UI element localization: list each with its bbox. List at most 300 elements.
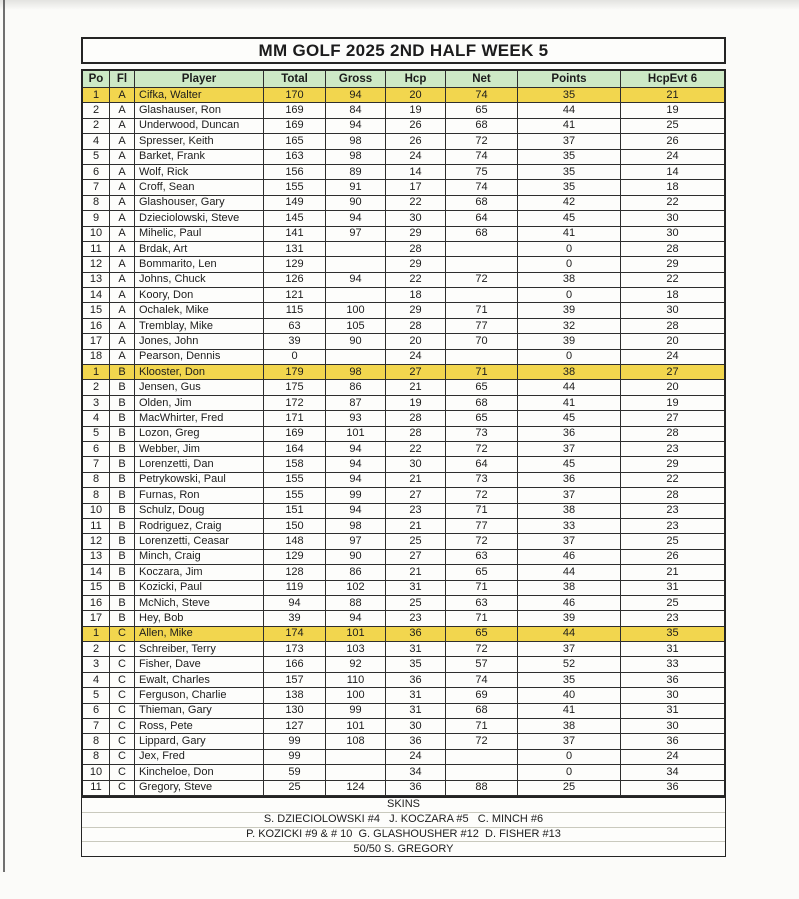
cell-hcp: 27 (386, 550, 446, 565)
cell-player: Ochalek, Mike (135, 303, 264, 318)
cell-po: 7 (83, 719, 110, 734)
cell-total: 179 (264, 365, 326, 380)
cell-po: 8 (83, 196, 110, 211)
cell-fl: A (110, 134, 135, 149)
cell-fl: A (110, 165, 135, 180)
cell-gross: 101 (326, 427, 386, 442)
cell-gross (326, 750, 386, 765)
table-row (83, 442, 724, 457)
cell-total: 151 (264, 504, 326, 519)
cell-hcp: 20 (386, 334, 446, 349)
cell-po: 1 (83, 88, 110, 103)
cell-fl: C (110, 765, 135, 780)
skins-section (81, 798, 726, 857)
cell-hcpevt6: 20 (621, 334, 724, 349)
cell-points: 37 (518, 534, 621, 549)
cell-hcp: 29 (386, 303, 446, 318)
cell-player: Schreiber, Terry (135, 642, 264, 657)
cell-fl: A (110, 180, 135, 195)
cell-po: 6 (83, 442, 110, 457)
cell-gross: 94 (326, 88, 386, 103)
cell-po: 2 (83, 103, 110, 118)
cell-po: 17 (83, 334, 110, 349)
cell-net: 77 (446, 319, 518, 334)
cell-net (446, 750, 518, 765)
cell-fl: C (110, 627, 135, 642)
cell-total: 131 (264, 242, 326, 257)
cell-hcp: 36 (386, 627, 446, 642)
cell-hcp: 25 (386, 596, 446, 611)
cell-player: Minch, Craig (135, 550, 264, 565)
cell-net: 73 (446, 427, 518, 442)
col-header-player: Player (135, 71, 264, 88)
cell-net: 71 (446, 504, 518, 519)
cell-points: 38 (518, 504, 621, 519)
cell-hcpevt6: 21 (621, 88, 724, 103)
cell-player: MacWhirter, Fred (135, 411, 264, 426)
cell-total: 94 (264, 596, 326, 611)
cell-gross: 90 (326, 334, 386, 349)
cell-hcpevt6: 19 (621, 103, 724, 118)
cell-player: Croff, Sean (135, 180, 264, 195)
cell-gross: 94 (326, 457, 386, 472)
cell-points: 35 (518, 165, 621, 180)
cell-net: 65 (446, 103, 518, 118)
cell-po: 8 (83, 734, 110, 749)
scan-edge-line (3, 0, 5, 872)
cell-hcpevt6: 27 (621, 411, 724, 426)
cell-hcpevt6: 31 (621, 642, 724, 657)
cell-points: 46 (518, 596, 621, 611)
table-row (83, 627, 724, 642)
cell-player: Lorenzetti, Dan (135, 457, 264, 472)
cell-total: 157 (264, 673, 326, 688)
table-row (83, 719, 724, 734)
cell-net: 72 (446, 134, 518, 149)
cell-player: Barket, Frank (135, 150, 264, 165)
cell-hcpevt6: 24 (621, 350, 724, 365)
cell-po: 18 (83, 350, 110, 365)
cell-player: Bommarito, Len (135, 257, 264, 272)
cell-net: 88 (446, 781, 518, 796)
cell-po: 3 (83, 657, 110, 672)
cell-points: 37 (518, 134, 621, 149)
cell-hcp: 28 (386, 242, 446, 257)
cell-player: Kincheloe, Don (135, 765, 264, 780)
cell-fl: A (110, 242, 135, 257)
cell-total: 175 (264, 380, 326, 395)
cell-points: 38 (518, 581, 621, 596)
cell-po: 6 (83, 165, 110, 180)
cell-hcp: 22 (386, 442, 446, 457)
table-row (83, 427, 724, 442)
table-row (83, 519, 724, 534)
cell-points: 37 (518, 642, 621, 657)
cell-hcp: 36 (386, 734, 446, 749)
cell-hcp: 20 (386, 88, 446, 103)
cell-player: Ross, Pete (135, 719, 264, 734)
cell-hcpevt6: 30 (621, 211, 724, 226)
cell-fl: C (110, 642, 135, 657)
cell-gross: 94 (326, 273, 386, 288)
cell-po: 5 (83, 688, 110, 703)
cell-gross: 100 (326, 688, 386, 703)
cell-player: Furnas, Ron (135, 488, 264, 503)
cell-points: 41 (518, 704, 621, 719)
cell-total: 119 (264, 581, 326, 596)
table-row (83, 180, 724, 195)
col-header-points: Points (518, 71, 621, 88)
table-row (83, 642, 724, 657)
cell-net: 57 (446, 657, 518, 672)
cell-fl: B (110, 396, 135, 411)
cell-fl: B (110, 473, 135, 488)
page-title: MM GOLF 2025 2ND HALF WEEK 5 (81, 37, 726, 64)
cell-player: Koory, Don (135, 288, 264, 303)
cell-fl: B (110, 550, 135, 565)
cell-hcp: 34 (386, 765, 446, 780)
cell-total: 165 (264, 134, 326, 149)
table-row (83, 550, 724, 565)
skins-line: S. DZIECIOLOWSKI #4 J. KOCZARA #5 C. MINCH #6 (82, 813, 725, 828)
cell-po: 14 (83, 288, 110, 303)
table-row (83, 380, 724, 395)
cell-total: 130 (264, 704, 326, 719)
cell-player: Webber, Jim (135, 442, 264, 457)
table-row (83, 350, 724, 365)
cell-gross: 86 (326, 380, 386, 395)
cell-net: 68 (446, 119, 518, 134)
cell-fl: C (110, 719, 135, 734)
cell-player: Dzieciolowski, Steve (135, 211, 264, 226)
cell-total: 59 (264, 765, 326, 780)
cell-fl: B (110, 380, 135, 395)
table-row (83, 165, 724, 180)
cell-net (446, 288, 518, 303)
cell-po: 13 (83, 550, 110, 565)
cell-net (446, 350, 518, 365)
table-row (83, 565, 724, 580)
cell-fl: A (110, 288, 135, 303)
table-row (83, 596, 724, 611)
cell-hcpevt6: 20 (621, 380, 724, 395)
cell-net: 75 (446, 165, 518, 180)
table-row (83, 457, 724, 472)
cell-player: McNich, Steve (135, 596, 264, 611)
cell-fl: B (110, 596, 135, 611)
cell-net: 64 (446, 457, 518, 472)
cell-fl: A (110, 350, 135, 365)
cell-hcp: 27 (386, 365, 446, 380)
cell-net: 71 (446, 581, 518, 596)
table-row (83, 765, 724, 780)
cell-hcp: 14 (386, 165, 446, 180)
cell-points: 0 (518, 242, 621, 257)
cell-points: 35 (518, 673, 621, 688)
cell-hcpevt6: 18 (621, 288, 724, 303)
table-row (83, 319, 724, 334)
cell-gross: 92 (326, 657, 386, 672)
cell-net: 77 (446, 519, 518, 534)
table-row (83, 504, 724, 519)
cell-gross: 108 (326, 734, 386, 749)
cell-gross: 100 (326, 303, 386, 318)
cell-points: 33 (518, 519, 621, 534)
cell-points: 37 (518, 442, 621, 457)
cell-hcpevt6: 35 (621, 627, 724, 642)
cell-player: Wolf, Rick (135, 165, 264, 180)
cell-points: 35 (518, 150, 621, 165)
cell-player: Thieman, Gary (135, 704, 264, 719)
skins-line: 50/50 S. GREGORY (353, 842, 454, 855)
cell-player: Mihelic, Paul (135, 227, 264, 242)
cell-hcp: 36 (386, 673, 446, 688)
cell-player: Fisher, Dave (135, 657, 264, 672)
cell-gross: 94 (326, 211, 386, 226)
cell-total: 171 (264, 411, 326, 426)
cell-fl: A (110, 334, 135, 349)
cell-points: 35 (518, 180, 621, 195)
skins-lines (82, 813, 725, 856)
cell-hcpevt6: 30 (621, 719, 724, 734)
cell-po: 15 (83, 303, 110, 318)
table-row (83, 273, 724, 288)
cell-player: Ewalt, Charles (135, 673, 264, 688)
cell-net: 74 (446, 88, 518, 103)
cell-total: 155 (264, 473, 326, 488)
cell-po: 6 (83, 704, 110, 719)
cell-po: 16 (83, 596, 110, 611)
cell-net: 72 (446, 273, 518, 288)
cell-hcp: 21 (386, 565, 446, 580)
cell-gross: 98 (326, 365, 386, 380)
cell-player: Olden, Jim (135, 396, 264, 411)
cell-po: 10 (83, 765, 110, 780)
cell-total: 39 (264, 334, 326, 349)
cell-net: 68 (446, 396, 518, 411)
cell-player: Petrykowski, Paul (135, 473, 264, 488)
cell-hcpevt6: 19 (621, 396, 724, 411)
cell-net: 71 (446, 303, 518, 318)
cell-net: 71 (446, 719, 518, 734)
cell-hcp: 21 (386, 519, 446, 534)
cell-total: 150 (264, 519, 326, 534)
cell-player: Johns, Chuck (135, 273, 264, 288)
cell-hcpevt6: 28 (621, 319, 724, 334)
cell-net: 64 (446, 211, 518, 226)
cell-gross: 91 (326, 180, 386, 195)
cell-net: 71 (446, 611, 518, 626)
cell-points: 42 (518, 196, 621, 211)
cell-hcp: 26 (386, 134, 446, 149)
cell-hcpevt6: 36 (621, 734, 724, 749)
cell-player: Jex, Fred (135, 750, 264, 765)
table-row (83, 688, 724, 703)
cell-gross: 94 (326, 504, 386, 519)
cell-fl: A (110, 196, 135, 211)
cell-total: 121 (264, 288, 326, 303)
cell-hcpevt6: 25 (621, 596, 724, 611)
cell-net: 63 (446, 550, 518, 565)
cell-po: 2 (83, 119, 110, 134)
cell-gross: 90 (326, 550, 386, 565)
cell-player: Lozon, Greg (135, 427, 264, 442)
cell-gross: 110 (326, 673, 386, 688)
cell-player: Lorenzetti, Ceasar (135, 534, 264, 549)
cell-po: 1 (83, 365, 110, 380)
cell-hcpevt6: 29 (621, 457, 724, 472)
cell-points: 39 (518, 611, 621, 626)
table-row (83, 611, 724, 626)
table-row (83, 411, 724, 426)
cell-po: 8 (83, 750, 110, 765)
cell-hcpevt6: 29 (621, 257, 724, 272)
cell-gross (326, 350, 386, 365)
cell-fl: B (110, 504, 135, 519)
cell-hcpevt6: 28 (621, 488, 724, 503)
cell-net: 72 (446, 642, 518, 657)
cell-po: 10 (83, 227, 110, 242)
cell-po: 7 (83, 457, 110, 472)
cell-hcp: 30 (386, 211, 446, 226)
cell-po: 9 (83, 211, 110, 226)
table-row (83, 119, 724, 134)
cell-gross: 102 (326, 581, 386, 596)
cell-points: 45 (518, 411, 621, 426)
table-row (83, 288, 724, 303)
cell-total: 158 (264, 457, 326, 472)
cell-points: 0 (518, 765, 621, 780)
cell-total: 0 (264, 350, 326, 365)
cell-hcp: 31 (386, 704, 446, 719)
cell-po: 4 (83, 673, 110, 688)
cell-player: Allen, Mike (135, 627, 264, 642)
cell-po: 11 (83, 781, 110, 796)
cell-fl: A (110, 103, 135, 118)
cell-gross: 94 (326, 611, 386, 626)
cell-po: 7 (83, 180, 110, 195)
cell-po: 12 (83, 257, 110, 272)
table-row (83, 88, 724, 103)
cell-gross: 93 (326, 411, 386, 426)
cell-total: 172 (264, 396, 326, 411)
cell-hcpevt6: 23 (621, 504, 724, 519)
cell-points: 39 (518, 303, 621, 318)
cell-fl: C (110, 657, 135, 672)
cell-points: 44 (518, 103, 621, 118)
cell-total: 63 (264, 319, 326, 334)
cell-fl: C (110, 704, 135, 719)
cell-hcp: 27 (386, 488, 446, 503)
table-row (83, 134, 724, 149)
cell-points: 41 (518, 119, 621, 134)
cell-total: 129 (264, 550, 326, 565)
cell-po: 15 (83, 581, 110, 596)
cell-hcp: 25 (386, 534, 446, 549)
cell-gross: 87 (326, 396, 386, 411)
cell-po: 14 (83, 565, 110, 580)
cell-total: 99 (264, 734, 326, 749)
cell-hcpevt6: 21 (621, 565, 724, 580)
cell-player: Brdak, Art (135, 242, 264, 257)
cell-gross: 99 (326, 704, 386, 719)
cell-total: 166 (264, 657, 326, 672)
cell-po: 4 (83, 134, 110, 149)
cell-net: 65 (446, 380, 518, 395)
cell-player: Schulz, Doug (135, 504, 264, 519)
cell-hcpevt6: 30 (621, 227, 724, 242)
table-row (83, 704, 724, 719)
cell-hcp: 36 (386, 781, 446, 796)
cell-points: 37 (518, 488, 621, 503)
cell-hcp: 28 (386, 427, 446, 442)
cell-net: 63 (446, 596, 518, 611)
cell-hcp: 24 (386, 350, 446, 365)
cell-total: 145 (264, 211, 326, 226)
cell-points: 44 (518, 380, 621, 395)
cell-total: 164 (264, 442, 326, 457)
col-header-total: Total (264, 71, 326, 88)
col-header-po: Po (83, 71, 110, 88)
cell-po: 4 (83, 411, 110, 426)
cell-total: 169 (264, 119, 326, 134)
cell-hcpevt6: 27 (621, 365, 724, 380)
cell-total: 129 (264, 257, 326, 272)
cell-net: 72 (446, 488, 518, 503)
cell-hcpevt6: 14 (621, 165, 724, 180)
cell-fl: B (110, 488, 135, 503)
cell-net: 65 (446, 565, 518, 580)
cell-hcpevt6: 34 (621, 765, 724, 780)
cell-net: 68 (446, 704, 518, 719)
cell-points: 44 (518, 565, 621, 580)
cell-points: 41 (518, 396, 621, 411)
cell-total: 155 (264, 488, 326, 503)
cell-total: 126 (264, 273, 326, 288)
cell-points: 45 (518, 457, 621, 472)
cell-hcpevt6: 26 (621, 134, 724, 149)
cell-gross: 88 (326, 596, 386, 611)
cell-hcpevt6: 22 (621, 473, 724, 488)
cell-hcp: 26 (386, 119, 446, 134)
cell-hcp: 30 (386, 719, 446, 734)
cell-hcpevt6: 28 (621, 427, 724, 442)
cell-net: 65 (446, 411, 518, 426)
table-row (83, 396, 724, 411)
cell-total: 170 (264, 88, 326, 103)
cell-po: 11 (83, 519, 110, 534)
cell-player: Pearson, Dennis (135, 350, 264, 365)
table-header-row (83, 71, 724, 88)
cell-hcp: 22 (386, 196, 446, 211)
cell-po: 2 (83, 380, 110, 395)
cell-hcpevt6: 31 (621, 581, 724, 596)
cell-hcp: 21 (386, 473, 446, 488)
cell-hcpevt6: 28 (621, 242, 724, 257)
cell-points: 52 (518, 657, 621, 672)
results-sheet (81, 37, 726, 857)
cell-gross: 124 (326, 781, 386, 796)
cell-points: 38 (518, 273, 621, 288)
cell-points: 44 (518, 627, 621, 642)
cell-gross: 97 (326, 534, 386, 549)
cell-gross: 90 (326, 196, 386, 211)
cell-hcpevt6: 23 (621, 442, 724, 457)
cell-total: 163 (264, 150, 326, 165)
cell-net (446, 242, 518, 257)
table-row (83, 150, 724, 165)
cell-net: 70 (446, 334, 518, 349)
